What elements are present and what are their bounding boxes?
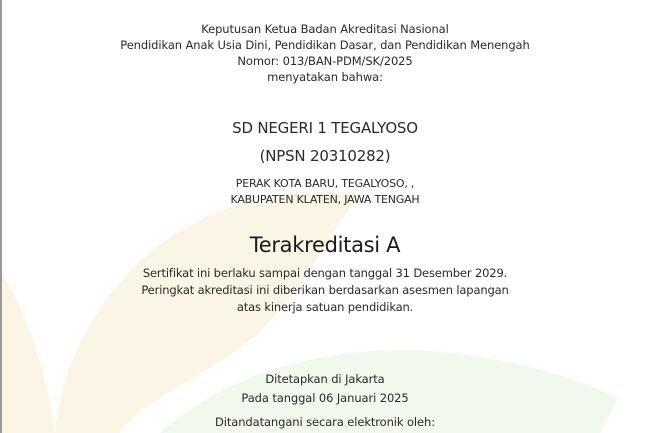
signed-by-label: Ditandatangani secara elektronik oleh: xyxy=(215,415,435,429)
declaration-text: menyatakan bahwa: xyxy=(267,70,383,84)
page-left-border xyxy=(0,0,2,433)
issuance-date: Pada tanggal 06 Januari 2025 xyxy=(241,391,409,405)
decree-number: Nomor: 013/BAN-PDM/SK/2025 xyxy=(237,54,413,68)
school-npsn: (NPSN 20310282) xyxy=(259,147,391,165)
accreditation-basis-line2: atas kinerja satuan pendidikan. xyxy=(236,300,414,314)
school-address-line2: KABUPATEN KLATEN, JAWA TENGAH xyxy=(230,193,420,206)
issuance-place: Ditetapkan di Jakarta xyxy=(265,372,385,386)
decree-title-line2: Pendidikan Anak Usia Dini, Pendidikan Dasar, dan Pendidikan Menengah xyxy=(120,38,530,52)
accreditation-basis-line1: Peringkat akreditasi ini diberikan berdasarkan asesmen lapangan xyxy=(141,283,509,297)
decree-title-line1: Keputusan Ketua Badan Akreditasi Nasional xyxy=(201,22,449,36)
school-name: SD NEGERI 1 TEGALYOSO xyxy=(232,119,418,137)
accreditation-status: Terakreditasi A xyxy=(249,233,401,257)
school-address-line1: PERAK KOTA BARU, TEGALYOSO, , xyxy=(235,177,415,190)
validity-text: Sertifikat ini berlaku sampai dengan tanggal 31 Desember 2029. xyxy=(142,266,508,280)
